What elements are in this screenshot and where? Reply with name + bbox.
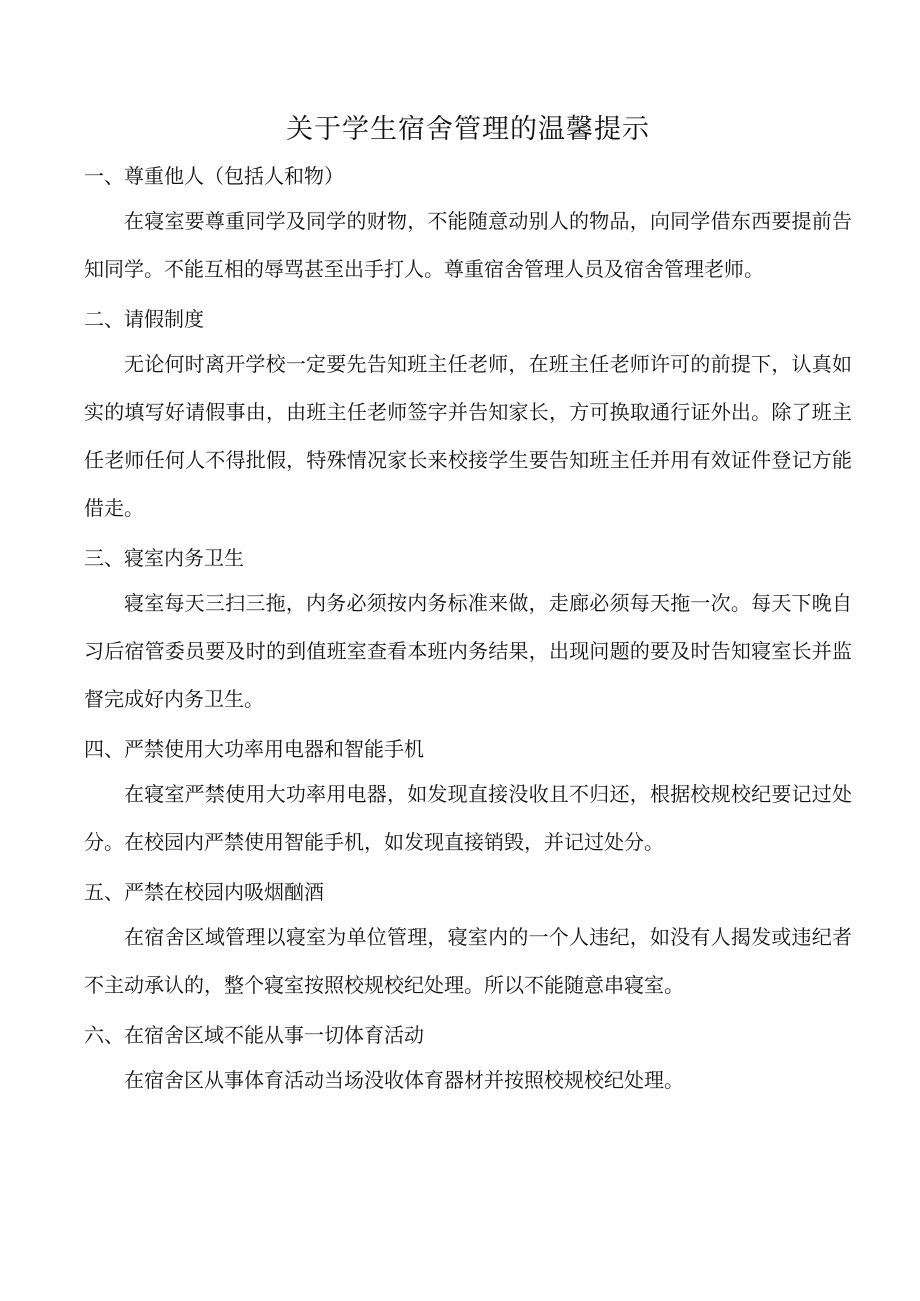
section-leave-policy (84, 299, 852, 532)
section-respect (84, 156, 852, 293)
section-body: 在寝室要尊重同学及同学的财物，不能随意动别人的物品，向同学借东西要提前告知同学。不能互相的辱骂甚至出手打人。尊重宿舍管理人员及宿舍管理老师。 (84, 209, 852, 281)
section-appliance-ban (84, 729, 852, 866)
section-body: 无论何时离开学校一定要先告知班主任老师，在班主任老师许可的前提下，认真如实的填写好请假事由，由班主任老师签字并告知家长，方可换取通行证外出。除了班主任老师任何人不得批假，特殊情况家长来校接学生要告知班主任并用有效证件登记方能借走。 (84, 352, 852, 520)
section-dorm-hygiene (84, 538, 852, 723)
section-body: 寝室每天三扫三拖，内务必须按内务标准来做，走廊必须每天拖一次。每天下晚自习后宿管委员要及时的到值班室查看本班内务结果，出现问题的要及时告知寝室长并监督完成好内务卫生。 (84, 591, 852, 711)
section-heading: 五、严禁在校园内吸烟酗酒 (84, 880, 324, 904)
section-body: 在宿舍区从事体育活动当场没收体育器材并按照校规校纪处理。 (124, 1068, 684, 1092)
section-sports-ban (84, 1015, 852, 1104)
section-body: 在宿舍区域管理以寝室为单位管理，寝室内的一个人违纪，如没有人揭发或违纪者不主动承认的，整个寝室按照校规校纪处理。所以不能随意串寝室。 (84, 925, 852, 997)
section-body: 在寝室严禁使用大功率用电器，如发现直接没收且不归还，根据校规校纪要记过处分。在校园内严禁使用智能手机，如发现直接销毁，并记过处分。 (84, 782, 852, 854)
section-heading: 四、严禁使用大功率用电器和智能手机 (84, 737, 424, 761)
section-heading: 一、尊重他人（包括人和物） (84, 164, 344, 188)
section-heading: 六、在宿舍区域不能从事一切体育活动 (84, 1023, 424, 1047)
document-page (84, 110, 852, 1110)
section-heading: 二、请假制度 (84, 307, 204, 331)
section-smoking-drinking-ban (84, 872, 852, 1009)
page-title: 关于学生宿舍管理的温馨提示 (286, 114, 650, 145)
section-heading: 三、寝室内务卫生 (84, 546, 244, 570)
